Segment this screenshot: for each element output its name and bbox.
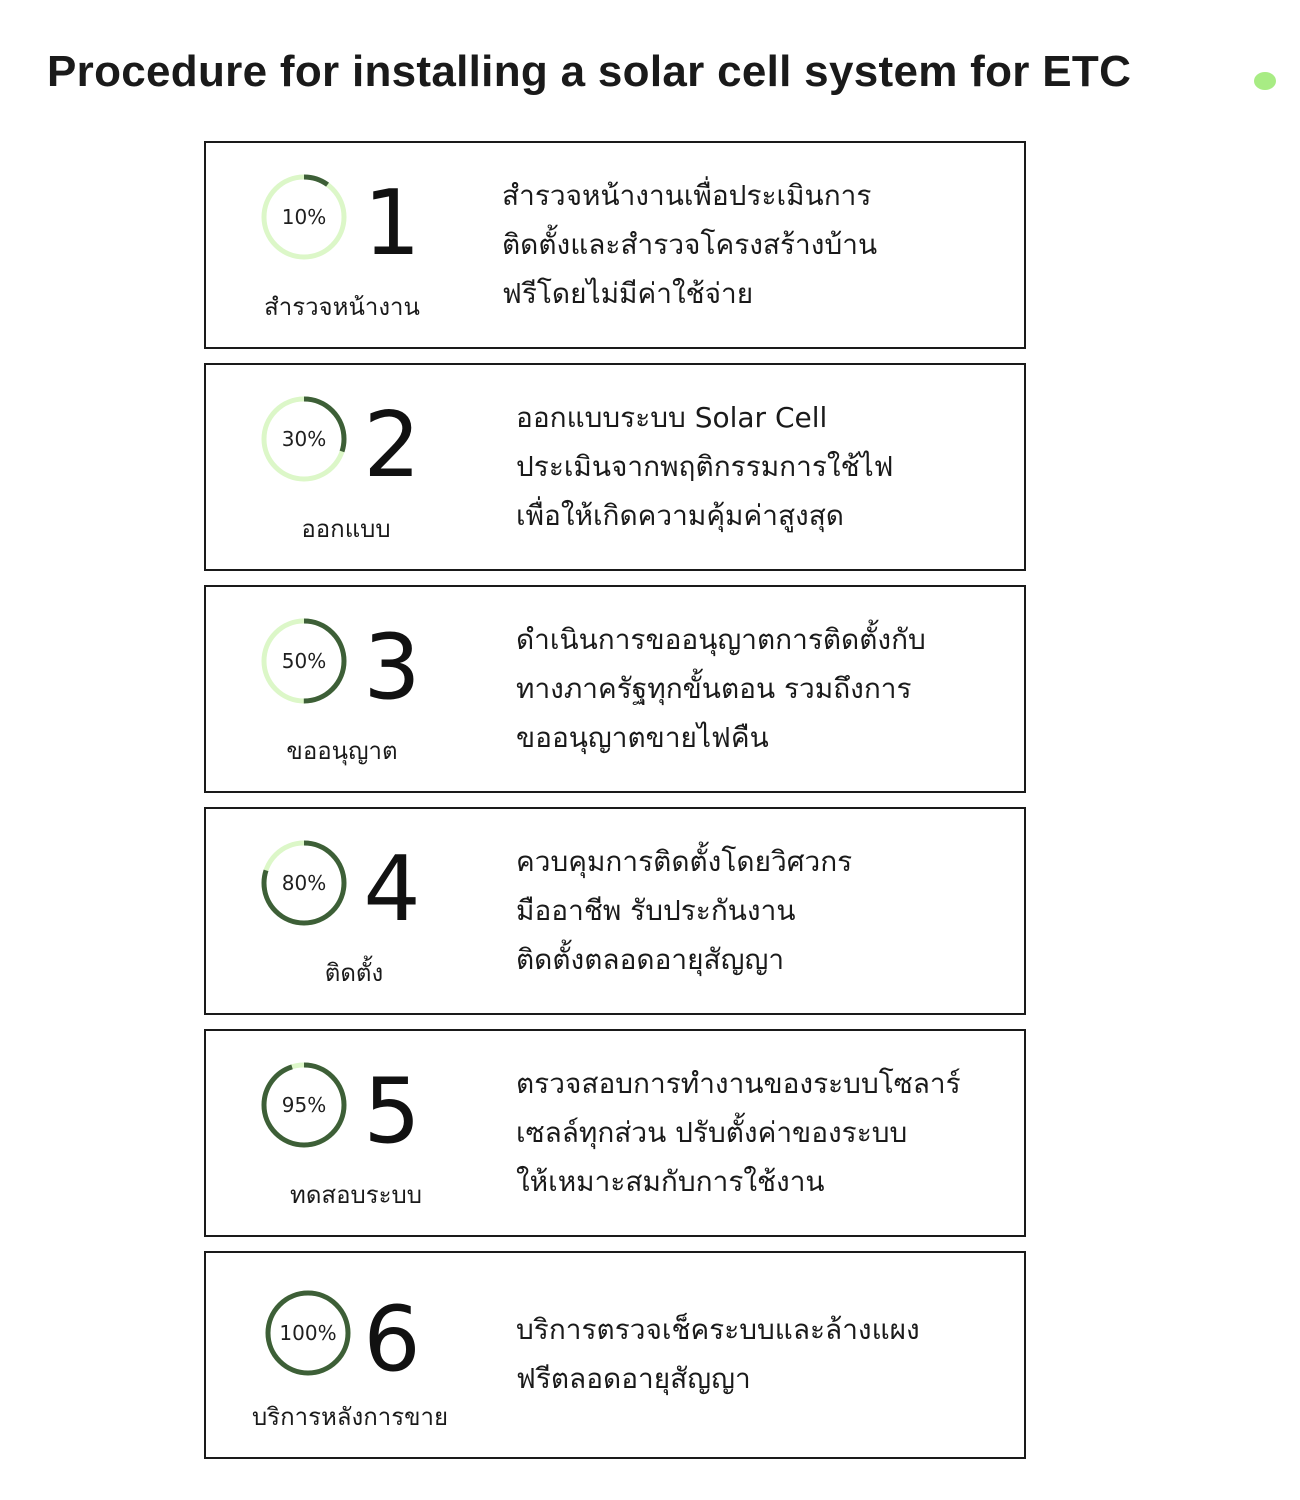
step-description xyxy=(502,171,1012,318)
description-line: สำรวจหน้างานเพื่อประเมินการ xyxy=(502,179,872,212)
step-card xyxy=(204,1251,1026,1459)
description-line: ควบคุมการติดตั้งโดยวิศวกร xyxy=(516,845,853,878)
description-line: ติดตั้งและสำรวจโครงสร้างบ้าน xyxy=(502,228,878,261)
description-line: ฟรีตลอดอายุสัญญา xyxy=(516,1362,751,1395)
description-line: ออกแบบระบบ Solar Cell xyxy=(516,401,828,434)
description-line: ดำเนินการขออนุญาตการติดตั้งกับ xyxy=(516,623,926,656)
step-number: 6 xyxy=(363,1287,421,1392)
progress-percent: 80% xyxy=(281,871,327,895)
progress-ring xyxy=(258,393,350,485)
step-number: 3 xyxy=(363,615,421,720)
description-line: บริการตรวจเช็คระบบและล้างแผง xyxy=(516,1313,920,1346)
step-card xyxy=(204,141,1026,349)
step-number: 1 xyxy=(363,171,421,276)
progress-percent: 100% xyxy=(279,1321,337,1345)
step-card xyxy=(204,807,1026,1015)
step-card xyxy=(204,585,1026,793)
step-description xyxy=(516,393,1026,540)
step-label: ขออนุญาต xyxy=(286,737,398,765)
description-line: ตรวจสอบการทำงานของระบบโซลาร์ xyxy=(516,1067,961,1100)
step-label: ทดสอบระบบ xyxy=(290,1181,422,1209)
description-line: ติดตั้งตลอดอายุสัญญา xyxy=(516,943,785,976)
page-title: Procedure for installing a solar cell system for ETC xyxy=(47,47,1132,96)
progress-ring xyxy=(258,837,350,929)
progress-ring xyxy=(258,615,350,707)
step-number: 5 xyxy=(363,1059,421,1164)
step-description xyxy=(516,837,1026,984)
progress-percent: 10% xyxy=(281,205,327,229)
description-line: ประเมินจากพฤติกรรมการใช้ไฟ xyxy=(516,450,894,483)
description-line: มืออาชีพ รับประกันงาน xyxy=(516,894,796,927)
description-line: เซลล์ทุกส่วน ปรับตั้งค่าของระบบ xyxy=(516,1116,908,1149)
step-description xyxy=(516,1059,1026,1206)
step-label: บริการหลังการขาย xyxy=(251,1403,449,1431)
step-number: 4 xyxy=(363,837,421,942)
progress-percent: 95% xyxy=(281,1093,327,1117)
description-line: ขออนุญาตขายไฟคืน xyxy=(516,721,769,754)
step-label: สำรวจหน้างาน xyxy=(264,293,420,321)
progress-ring xyxy=(262,1287,354,1379)
progress-percent: 50% xyxy=(281,649,327,673)
progress-ring xyxy=(258,1059,350,1151)
description-line: เพื่อให้เกิดความคุ้มค่าสูงสุด xyxy=(516,499,844,532)
progress-percent: 30% xyxy=(281,427,327,451)
description-line: ให้เหมาะสมกับการใช้งาน xyxy=(516,1165,825,1198)
step-card xyxy=(204,1029,1026,1237)
accent-dot xyxy=(1254,72,1276,90)
step-card xyxy=(204,363,1026,571)
step-description xyxy=(516,1305,1026,1403)
step-number: 2 xyxy=(363,393,421,498)
description-line: ทางภาครัฐทุกขั้นตอน รวมถึงการ xyxy=(516,672,912,705)
step-label: ออกแบบ xyxy=(301,515,391,543)
step-description xyxy=(516,615,1026,762)
step-label: ติดตั้ง xyxy=(324,959,384,987)
progress-ring xyxy=(258,171,350,263)
description-line: ฟรีโดยไม่มีค่าใช้จ่าย xyxy=(502,277,754,310)
